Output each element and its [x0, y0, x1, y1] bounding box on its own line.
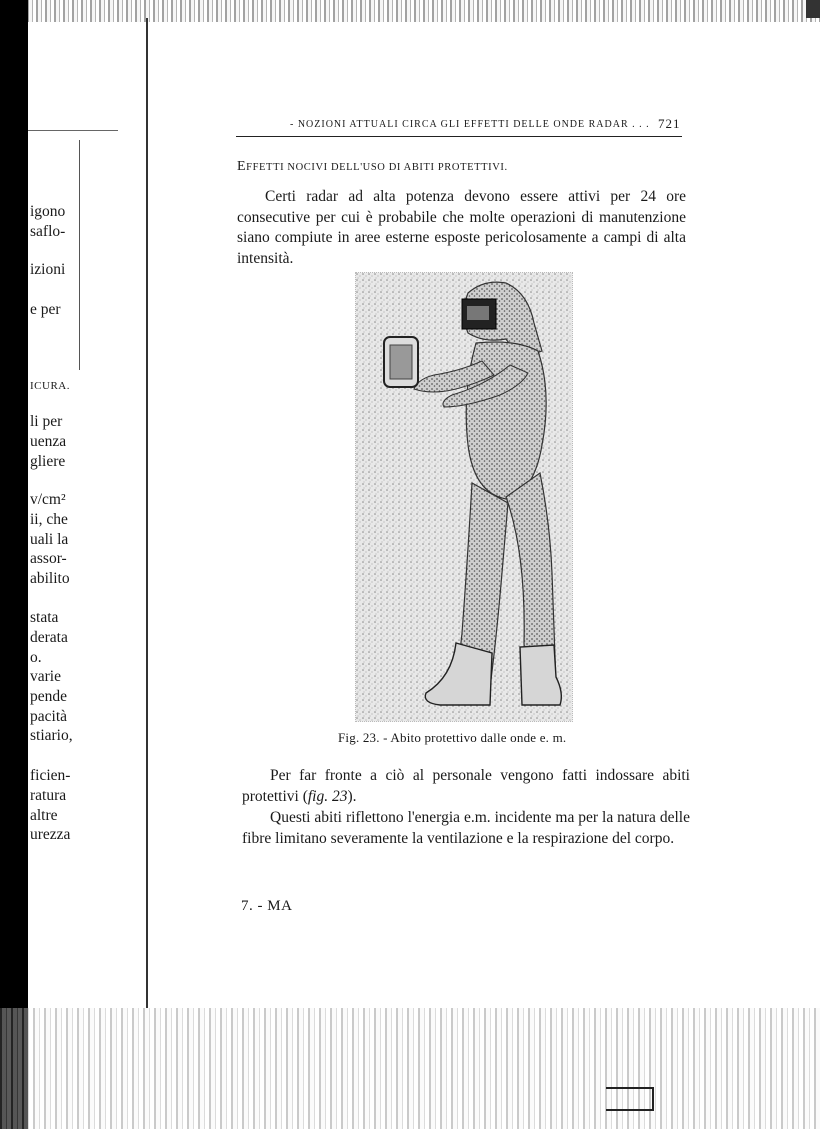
left-fragment: igono — [30, 203, 66, 220]
left-fragment: pende — [30, 688, 68, 705]
left-page-rule — [28, 130, 118, 131]
header-rule — [236, 136, 682, 137]
figure-protective-suit — [355, 272, 573, 722]
protective-suit-illustration — [356, 273, 572, 721]
left-fragment: saflo- — [30, 223, 66, 240]
left-fragment: uali la — [30, 531, 69, 548]
paragraph-1: Certi radar ad alta potenza devono essere attivi per 24 ore consecutive per cui è probabile che molte operazioni di manutenzione siano compiute in aree esterne esposte pericolosamente a campi di alta intensità. — [237, 188, 686, 267]
paragraph-3: Questi abiti riflettono l'energia e.m. incidente ma per la natura delle fibre limitano severamente la ventilazione e la respirazione del corpo. — [242, 809, 690, 847]
section-title-initial: E — [237, 159, 247, 174]
section-title — [237, 159, 508, 175]
scan-corner-mark — [806, 0, 820, 18]
paragraph-2-end: ). — [347, 787, 357, 805]
running-head: - NOZIONI ATTUALI CIRCA GLI EFFETTI DELLE ONDE RADAR . . . — [290, 119, 650, 130]
left-page-margin-line — [79, 140, 80, 370]
left-fragment: li per — [30, 413, 63, 430]
scan-bottom-mark — [606, 1087, 654, 1111]
left-fragment: ii, che — [30, 511, 68, 528]
left-fragment: stiario, — [30, 727, 73, 744]
paragraph-2-text: Per far fronte a ciò al personale vengono fatti indossare abiti protettivi ( — [242, 767, 690, 805]
left-fragment: ficien- — [30, 767, 71, 784]
left-fragment: v/cm² — [30, 491, 66, 508]
left-fragment: derata — [30, 629, 68, 646]
left-fragment: stata — [30, 609, 59, 626]
left-fragment: altre — [30, 807, 58, 824]
figure-caption: Fig. 23. - Abito protettivo dalle onde e. m. — [338, 730, 567, 745]
left-fragment: gliere — [30, 453, 66, 470]
section-title-rest: FFETTI NOCIVI DELL'USO DI ABITI PROTETTIVI. — [246, 162, 508, 173]
scan-left-shadow — [0, 0, 28, 1129]
left-fragment: varie — [30, 668, 61, 685]
left-fragment: uenza — [30, 433, 67, 450]
left-fragment: o. — [30, 649, 42, 666]
figure-reference: fig. 23 — [307, 787, 348, 805]
left-fragment: ratura — [30, 787, 67, 804]
scan-bottom-noise — [0, 1008, 820, 1129]
left-fragment: assor- — [30, 550, 67, 567]
signature-mark: 7. - MA — [241, 898, 293, 914]
left-fragment: abilito — [30, 570, 70, 587]
paragraph-2 — [242, 766, 690, 807]
left-fragment: pacità — [30, 708, 68, 725]
left-fragment: urezza — [30, 826, 71, 843]
book-gutter — [146, 18, 148, 1008]
page-number: 721 — [658, 116, 681, 131]
left-fragment: izioni — [30, 261, 66, 278]
left-fragment: e per — [30, 301, 61, 318]
scan-top-noise — [0, 0, 820, 22]
left-fragment: ICURA. — [30, 380, 70, 392]
